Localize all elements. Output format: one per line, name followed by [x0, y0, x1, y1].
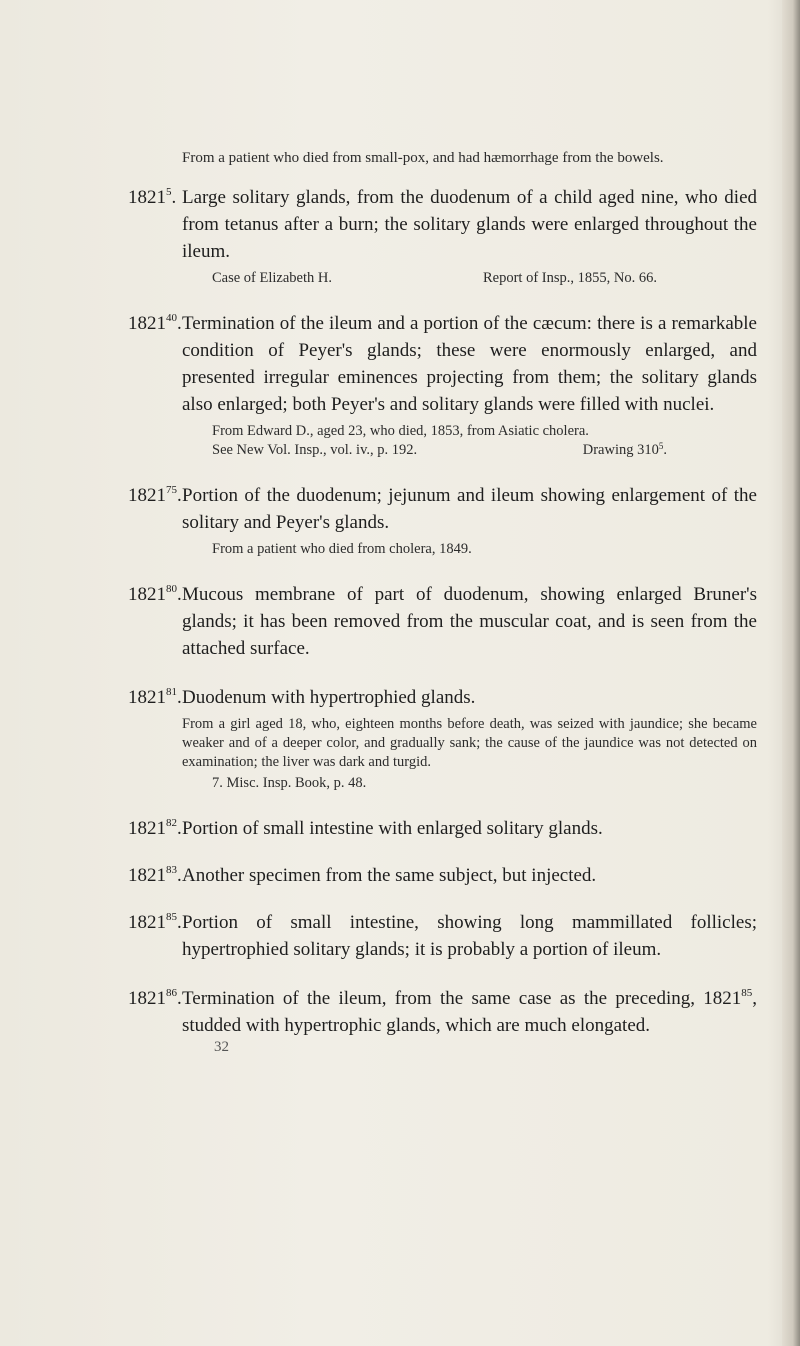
page-edge-shadow — [782, 0, 800, 1346]
entry-reference: 7. Misc. Insp. Book, p. 48. — [212, 775, 367, 791]
entry-text: Portion of small intestine, showing long mammillated follicles; hypertrophied solitary glands; it is probably a portion of ileum. — [182, 912, 757, 960]
entry-1821-83 — [128, 862, 757, 889]
entry-reference: Case of Elizabeth H. Report of Insp., 1855, No. 66. — [212, 270, 657, 286]
entry-1821-40 — [128, 310, 757, 460]
entry-number: 1821$^{80}$. — [128, 583, 182, 605]
entry-number: 1821$^{83}$. — [128, 864, 182, 886]
entry-1821-75 — [128, 482, 757, 559]
entry-source-note: From Edward D., aged 23, who died, 1853, from Asiatic cholera. — [212, 423, 589, 439]
entry-text: Termination of the ileum and a portion of the cæcum: there is a remarkable condition of Peyer's glands; these were enormously enlarged, and presented irregular eminences projecting from them; the solitary glands also enlarged; both Peyer's and solitary glands were filled with nuclei. — [182, 313, 757, 415]
entry-1821-86 — [128, 985, 757, 1039]
entry-reference: See New Vol. Insp., vol. iv., p. 192. Drawing $310^5$. — [212, 441, 667, 458]
page-content — [128, 148, 757, 1056]
entry-number: 1821$^{81}$. — [128, 686, 182, 708]
entry-number: 1821$^{86}$. — [128, 987, 182, 1009]
entry-number: 1821$^{85}$. — [128, 911, 182, 933]
entry-source-note: From a patient who died from cholera, 1849. — [212, 541, 472, 557]
entry-text: Duodenum with hypertrophied glands. — [182, 687, 476, 708]
entry-text: Portion of the duodenum; jejunum and ileum showing enlargement of the solitary and Peyer's glands. — [182, 485, 757, 533]
entry-1821-85 — [128, 909, 757, 963]
entry-text: Another specimen from the same subject, but injected. — [182, 865, 597, 886]
entry-1821-82 — [128, 815, 757, 842]
entry-1821-80 — [128, 581, 757, 662]
entry-text: Mucous membrane of part of duodenum, showing enlarged Bruner's glands; it has been removed from the muscular coat, and is seen from the attached surface. — [182, 584, 757, 659]
entry-number: 1821$^{75}$. — [128, 484, 182, 506]
entry-number: 1821$^{40}$. — [128, 312, 182, 334]
entry-source-note: From a girl aged 18, who, eighteen months before death, was seized with jaundice; she became weaker and of a deeper color, and gradually sank; the cause of the jaundice was not detected on examination; the liver was dark and turgid. — [182, 716, 757, 770]
entry-number: 1821$^{82}$. — [128, 817, 182, 839]
entry-1821-81 — [128, 684, 757, 793]
intro-note: From a patient who died from small-pox, and had hæmorrhage from the bowels. — [182, 150, 664, 166]
page-number: 32 — [214, 1039, 229, 1055]
entry-text: Termination of the ileum, from the same case as the preceding, 1821$^{85}$, studded with hypertrophic glands, which are much elongated. — [182, 987, 757, 1036]
entry-number: 1821$^5$. — [128, 186, 177, 208]
entry-text: Large solitary glands, from the duodenum of a child aged nine, who died from tetanus after a burn; the solitary glands were enlarged throughout the ileum. — [182, 187, 757, 262]
entry-text: Portion of small intestine with enlarged solitary glands. — [182, 818, 603, 839]
entry-1821-5 — [128, 184, 757, 288]
